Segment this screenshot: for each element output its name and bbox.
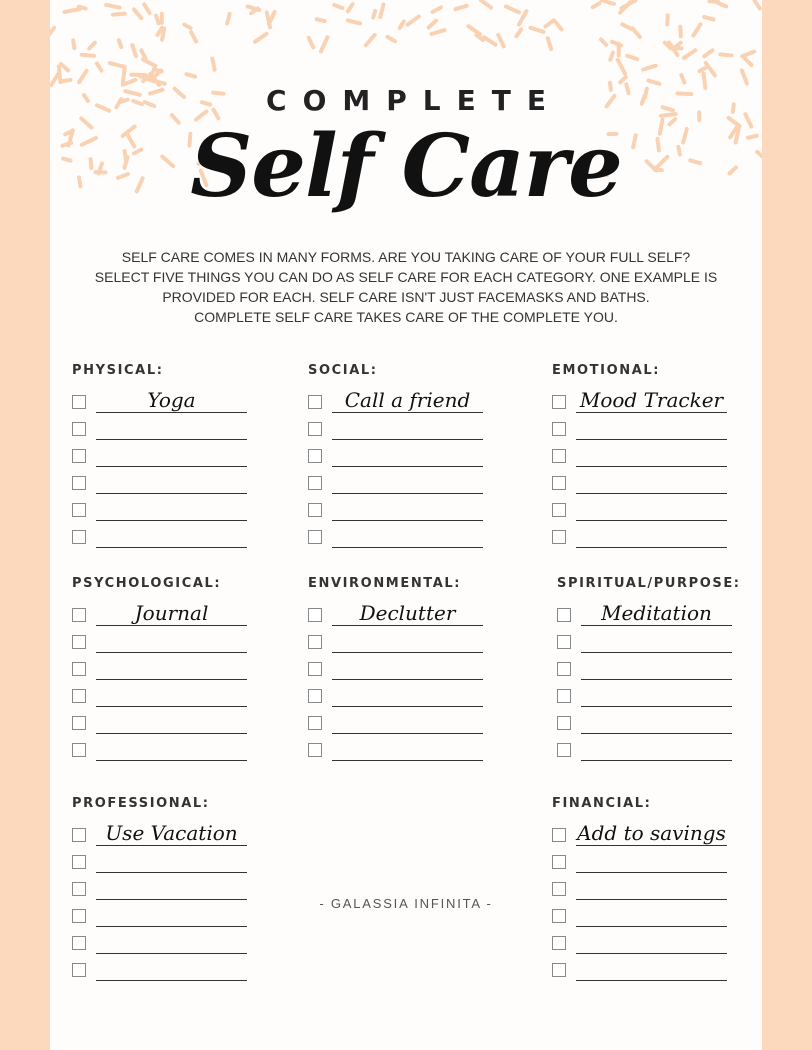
confetti-dash	[610, 53, 613, 60]
write-in-line[interactable]	[576, 899, 727, 900]
checkbox[interactable]	[72, 909, 86, 923]
checkbox[interactable]	[72, 662, 86, 676]
write-in-line[interactable]	[581, 733, 732, 734]
write-in-line[interactable]	[96, 899, 247, 900]
confetti-dash	[704, 17, 713, 20]
section-emotional	[552, 363, 724, 549]
confetti-dash	[50, 28, 54, 39]
write-in-line[interactable]	[581, 760, 732, 761]
checklist-row	[72, 820, 238, 847]
confetti-dash	[59, 66, 61, 82]
checkbox[interactable]	[557, 743, 571, 757]
write-in-line[interactable]	[96, 547, 247, 548]
checklist-row	[552, 928, 651, 955]
checklist-row	[72, 414, 164, 441]
checkbox[interactable]	[72, 963, 86, 977]
section-physical	[72, 363, 196, 549]
confetti-dash	[742, 52, 754, 57]
write-in-line[interactable]	[332, 733, 483, 734]
confetti-dash	[601, 39, 606, 45]
write-in-line[interactable]	[96, 466, 247, 467]
write-in-line[interactable]	[576, 872, 727, 873]
checkbox[interactable]	[72, 449, 86, 463]
checklist-row	[552, 820, 726, 847]
checklist-row	[72, 708, 221, 735]
checkbox[interactable]	[72, 882, 86, 896]
checklist-row	[552, 847, 651, 874]
write-in-line[interactable]	[332, 520, 483, 521]
checklist-row	[308, 495, 378, 522]
write-in-line[interactable]	[96, 706, 247, 707]
checklist-row	[552, 495, 660, 522]
checkbox[interactable]	[72, 395, 86, 409]
confetti-dash	[720, 54, 731, 55]
confetti-dash	[62, 80, 71, 81]
confetti-dash	[348, 4, 353, 11]
checkbox[interactable]	[557, 608, 571, 622]
checkbox[interactable]	[72, 530, 86, 544]
confetti-dash	[317, 19, 325, 21]
checklist-row	[72, 847, 210, 874]
checkbox[interactable]	[308, 422, 322, 436]
checkbox[interactable]	[557, 662, 571, 676]
confetti-dash	[348, 20, 360, 23]
worksheet-page	[50, 0, 762, 1050]
write-in-line[interactable]	[581, 625, 732, 626]
example-entry: Add to savings	[577, 821, 726, 845]
confetti-dash	[141, 50, 145, 58]
confetti-dash	[113, 14, 125, 15]
checklist-row	[552, 955, 651, 982]
confetti-dash	[143, 59, 155, 65]
write-in-line[interactable]	[581, 652, 732, 653]
confetti-dash	[82, 55, 94, 56]
confetti-dash	[704, 50, 712, 56]
write-in-line[interactable]	[576, 547, 727, 548]
checkbox[interactable]	[72, 476, 86, 490]
confetti-dash	[388, 37, 395, 41]
confetti-dash	[548, 38, 551, 49]
checklist-row	[72, 874, 210, 901]
write-in-line[interactable]	[332, 493, 483, 494]
write-in-line[interactable]	[332, 466, 483, 467]
write-in-line[interactable]	[581, 679, 732, 680]
confetti-dash	[134, 9, 141, 18]
confetti-dash	[556, 23, 561, 30]
checklist-row	[552, 522, 660, 549]
checklist-row	[72, 495, 164, 522]
checkbox[interactable]	[308, 743, 322, 757]
write-in-line[interactable]	[576, 980, 727, 981]
checkbox[interactable]	[308, 449, 322, 463]
write-in-line[interactable]	[96, 412, 247, 413]
checklist-row	[308, 522, 378, 549]
section-title: PROFESSIONAL:	[72, 796, 210, 811]
example-entry: Mood Tracker	[579, 388, 724, 412]
write-in-line[interactable]	[576, 953, 727, 954]
confetti-dash	[106, 5, 119, 8]
confetti-dash	[366, 35, 375, 45]
checkbox[interactable]	[72, 936, 86, 950]
confetti-dash	[154, 69, 162, 71]
checkbox[interactable]	[557, 635, 571, 649]
example-entry: Declutter	[359, 601, 456, 625]
checklist-row	[308, 414, 378, 441]
intro-line: COMPLETE SELF CARE TAKES CARE OF THE COMPLETE YOU.	[194, 309, 618, 325]
checklist-row	[72, 522, 164, 549]
checklist-row	[308, 441, 378, 468]
checklist-row	[72, 468, 164, 495]
section-professional	[72, 796, 238, 982]
checklist-row	[72, 901, 210, 928]
confetti-dash	[321, 37, 328, 51]
checklist-row	[557, 654, 741, 681]
checklist-row	[72, 600, 221, 627]
confetti-dash	[643, 66, 656, 70]
checkbox[interactable]	[552, 936, 566, 950]
write-in-line[interactable]	[332, 760, 483, 761]
intro-line: SELECT FIVE THINGS YOU CAN DO AS SELF CARE FOR EACH CATEGORY. ONE EXAMPLE IS	[94, 269, 718, 285]
write-in-line[interactable]	[332, 412, 483, 413]
confetti-dash	[545, 20, 554, 26]
checklist-row	[557, 600, 741, 627]
confetti-dash	[633, 28, 640, 37]
confetti-dash	[123, 68, 125, 83]
confetti-dash	[334, 5, 342, 8]
write-in-line[interactable]	[96, 980, 247, 981]
checklist-row	[557, 735, 741, 762]
checklist-row	[72, 955, 210, 982]
confetti-dash	[498, 35, 504, 47]
confetti-dash	[432, 7, 440, 12]
example-entry: Yoga	[147, 388, 196, 412]
section-title: EMOTIONAL:	[552, 363, 661, 378]
confetti-dash	[110, 63, 125, 67]
checkbox[interactable]	[72, 855, 86, 869]
checklist-row	[552, 414, 660, 441]
confetti-dash	[484, 37, 496, 45]
section-financial	[552, 796, 726, 982]
confetti-dash	[309, 38, 314, 48]
example-entry: Use Vacation	[105, 821, 238, 845]
write-in-line[interactable]	[332, 652, 483, 653]
write-in-line[interactable]	[576, 466, 727, 467]
write-in-line[interactable]	[576, 845, 727, 846]
checkbox[interactable]	[308, 395, 322, 409]
checklist-row	[557, 708, 741, 735]
checkbox[interactable]	[552, 909, 566, 923]
checkbox[interactable]	[72, 689, 86, 703]
write-in-line[interactable]	[576, 520, 727, 521]
write-in-line[interactable]	[96, 926, 247, 927]
section-social	[308, 363, 471, 549]
checkbox[interactable]	[72, 828, 86, 842]
section-title: PHYSICAL:	[72, 363, 164, 378]
checkbox[interactable]	[72, 422, 86, 436]
footer-brand: - GALASSIA INFINITA -	[319, 896, 493, 911]
checkbox[interactable]	[72, 608, 86, 622]
section-title: PSYCHOLOGICAL:	[72, 576, 222, 591]
confetti-dash	[380, 5, 383, 17]
write-in-line[interactable]	[332, 625, 483, 626]
checkbox[interactable]	[308, 608, 322, 622]
checkbox[interactable]	[552, 449, 566, 463]
checkbox[interactable]	[552, 476, 566, 490]
confetti-dash	[408, 17, 419, 25]
confetti-dash	[699, 67, 706, 71]
checkbox[interactable]	[552, 503, 566, 517]
confetti-dash	[144, 4, 149, 13]
write-in-line[interactable]	[96, 625, 247, 626]
confetti-dash	[432, 30, 445, 34]
confetti-dash	[681, 75, 684, 83]
write-in-line[interactable]	[332, 679, 483, 680]
write-in-line[interactable]	[576, 493, 727, 494]
confetti-dash	[706, 63, 715, 76]
confetti-dash	[742, 70, 747, 83]
checklist-row	[72, 627, 221, 654]
confetti-dash	[429, 21, 436, 28]
confetti-dash	[745, 59, 752, 65]
section-title: SOCIAL:	[308, 363, 378, 378]
confetti-dash	[516, 29, 521, 36]
confetti-dash	[191, 32, 196, 41]
checkbox[interactable]	[552, 828, 566, 842]
confetti-dash	[255, 34, 267, 42]
intro-text	[50, 247, 762, 327]
checkbox[interactable]	[308, 503, 322, 517]
confetti-dash	[468, 26, 480, 34]
checklist-row	[308, 600, 461, 627]
subtitle: COMPLETE	[266, 84, 562, 117]
confetti-dash	[476, 35, 482, 40]
confetti-dash	[186, 74, 195, 76]
checklist-row	[557, 681, 741, 708]
write-in-line[interactable]	[96, 520, 247, 521]
confetti-dash	[61, 64, 68, 70]
checkbox[interactable]	[552, 530, 566, 544]
write-in-line[interactable]	[576, 926, 727, 927]
write-in-line[interactable]	[96, 845, 247, 846]
confetti-dash	[627, 56, 637, 59]
write-in-line[interactable]	[332, 706, 483, 707]
checkbox[interactable]	[557, 689, 571, 703]
confetti-dash	[65, 9, 80, 12]
checklist-row	[308, 387, 471, 414]
checkbox[interactable]	[72, 743, 86, 757]
confetti-dash	[79, 7, 86, 9]
confetti-dash	[400, 21, 404, 28]
confetti-dash	[593, 3, 600, 7]
checklist-row	[72, 654, 221, 681]
checkbox[interactable]	[308, 662, 322, 676]
write-in-line[interactable]	[96, 953, 247, 954]
checkbox[interactable]	[72, 635, 86, 649]
section-title: SPIRITUAL/PURPOSE:	[557, 576, 741, 591]
checklist-row	[72, 681, 221, 708]
checkbox[interactable]	[552, 395, 566, 409]
section-title: FINANCIAL:	[552, 796, 652, 811]
confetti-dash	[618, 60, 625, 74]
confetti-dash	[132, 45, 136, 56]
confetti-dash	[620, 77, 625, 82]
checklist-row	[308, 627, 461, 654]
write-in-line[interactable]	[96, 679, 247, 680]
write-in-line[interactable]	[96, 493, 247, 494]
checkbox[interactable]	[308, 716, 322, 730]
example-entry: Meditation	[601, 601, 712, 625]
write-in-line[interactable]	[96, 760, 247, 761]
confetti-dash	[680, 27, 681, 37]
checkbox[interactable]	[72, 503, 86, 517]
checklist-row	[308, 654, 461, 681]
checklist-row	[308, 708, 461, 735]
checklist-row	[72, 387, 196, 414]
checklist-row	[552, 441, 660, 468]
confetti-dash	[89, 43, 95, 49]
checklist-row	[557, 627, 741, 654]
checklist-row	[72, 928, 210, 955]
page-title: Self Care	[190, 116, 622, 217]
checkbox[interactable]	[557, 716, 571, 730]
confetti-dash	[602, 0, 614, 4]
section-environmental	[308, 576, 461, 762]
confetti-dash	[455, 6, 466, 9]
checkbox[interactable]	[308, 635, 322, 649]
checkbox[interactable]	[552, 855, 566, 869]
checkbox[interactable]	[308, 689, 322, 703]
checkbox[interactable]	[308, 476, 322, 490]
confetti-dash	[530, 28, 543, 32]
checkbox[interactable]	[308, 530, 322, 544]
confetti-dash	[156, 16, 158, 24]
confetti-dash	[506, 6, 519, 12]
checklist-row	[308, 735, 461, 762]
confetti-dash	[79, 71, 87, 82]
confetti-dash	[119, 40, 121, 47]
write-in-line[interactable]	[96, 733, 247, 734]
section-title: ENVIRONMENTAL:	[308, 576, 462, 591]
example-entry: Journal	[134, 601, 209, 625]
write-in-line[interactable]	[576, 412, 727, 413]
checklist-row	[308, 681, 461, 708]
checklist-row	[72, 735, 221, 762]
confetti-dash	[667, 15, 668, 24]
write-in-line[interactable]	[581, 706, 732, 707]
confetti-dash	[717, 2, 726, 6]
write-in-line[interactable]	[96, 652, 247, 653]
write-in-line[interactable]	[96, 439, 247, 440]
confetti-dash	[684, 50, 695, 58]
intro-line: PROVIDED FOR EACH. SELF CARE ISN'T JUST FACEMASKS AND BATHS.	[162, 289, 650, 305]
confetti-dash	[373, 11, 375, 18]
write-in-line[interactable]	[332, 439, 483, 440]
checkbox[interactable]	[72, 716, 86, 730]
checkbox[interactable]	[552, 882, 566, 896]
section-spiritual	[557, 576, 741, 762]
confetti-dash	[73, 40, 74, 48]
confetti-dash	[754, 0, 759, 8]
checklist-row	[72, 441, 164, 468]
example-entry: Call a friend	[344, 388, 471, 412]
checklist-row	[552, 468, 660, 495]
checkbox[interactable]	[552, 422, 566, 436]
checklist-row	[552, 387, 724, 414]
confetti-dash	[184, 25, 190, 28]
intro-line: SELF CARE COMES IN MANY FORMS. ARE YOU TAKING CARE OF YOUR FULL SELF?	[121, 249, 691, 265]
confetti-dash	[269, 12, 275, 24]
confetti-dash	[227, 14, 229, 24]
confetti-dash	[693, 24, 700, 35]
confetti-dash	[212, 58, 214, 69]
write-in-line[interactable]	[96, 872, 247, 873]
confetti-dash	[622, 24, 631, 28]
confetti-dash	[481, 0, 491, 8]
confetti-dash	[97, 63, 101, 70]
write-in-line[interactable]	[576, 439, 727, 440]
checklist-row	[308, 468, 378, 495]
section-psychological	[72, 576, 221, 762]
checkbox[interactable]	[552, 963, 566, 977]
write-in-line[interactable]	[332, 547, 483, 548]
